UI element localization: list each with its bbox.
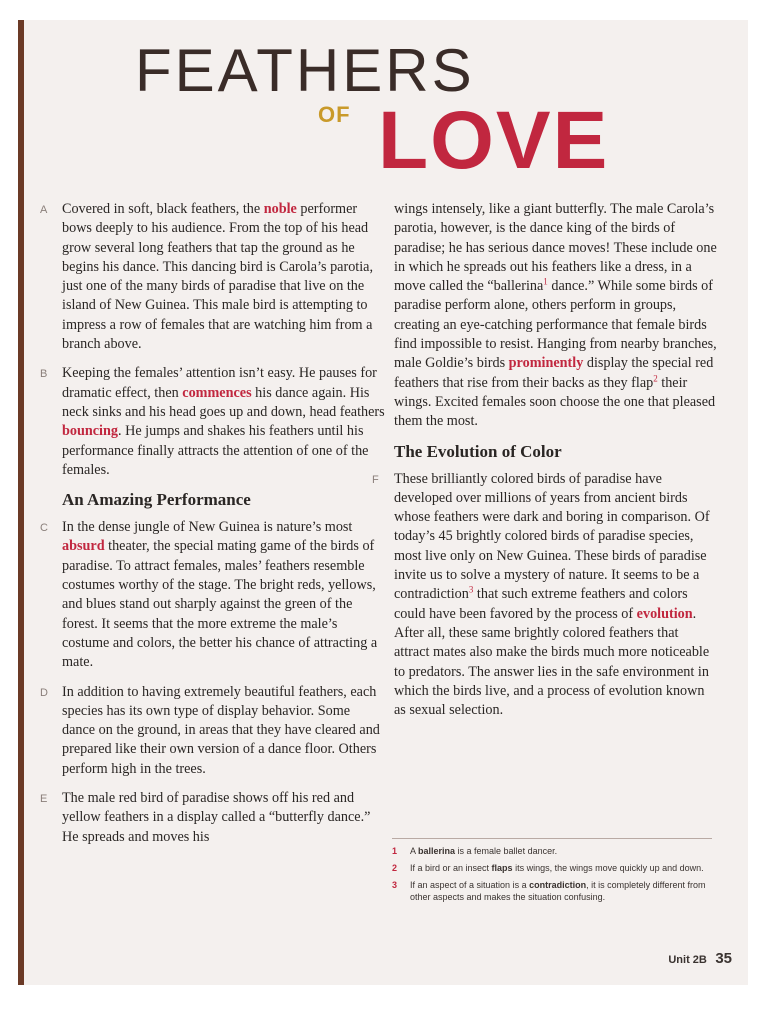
text-run: that such extreme feathers and colors could have been favored by the process of — [394, 586, 688, 622]
section-heading: An Amazing Performance — [62, 490, 251, 510]
text-run: If an aspect of a situation is a — [410, 880, 530, 890]
paragraph-label: B — [40, 368, 48, 381]
paragraph — [40, 200, 385, 354]
text-run: . After all, these same brightly colored feathers that attract mates also make the birds much more noticeable to predators. The answer lies in the safe environment in which the birds live, and a process of evolution known as sexual selection. — [394, 605, 710, 719]
footnote-number: 1 — [392, 846, 398, 856]
footnote-ref: 1 — [543, 276, 548, 287]
footnote — [392, 862, 712, 874]
paragraph — [40, 518, 385, 672]
footnote-term: contradiction — [529, 880, 587, 890]
text-run: . He jumps and shakes his feathers until his performance finally attracts the attention of one of the females. — [62, 423, 369, 478]
paragraph — [40, 364, 385, 480]
text-run: dance.” While some birds of paradise perform alone, others perform in groups, creating an eye-catching performance that female birds find impossible to resist. Hanging from nearby branches, male Goldie’s birds — [394, 278, 717, 372]
text-run: , it is completely different from other aspects and makes the situation confusing. — [410, 880, 706, 902]
text-run: display the special red feathers that rise from their backs as they flap — [394, 355, 714, 391]
paragraph-label: F — [372, 473, 379, 486]
text-run: his dance again. His neck sinks and his head goes up and down, head feathers — [62, 384, 385, 420]
section-heading: The Evolution of Color — [394, 441, 562, 461]
vocabulary-word: evolution — [636, 605, 693, 622]
paragraph — [372, 200, 717, 432]
vocabulary-word: bouncing — [62, 423, 118, 440]
text-run: Keeping the females’ attention isn’t easy. He pauses for dramatic effect, then — [62, 365, 377, 401]
paragraph-label: D — [40, 686, 48, 699]
footnote-ref: 2 — [653, 372, 658, 383]
title-feathers: FEATHERS — [135, 37, 475, 104]
text-run: is a female ballet dancer. — [455, 846, 558, 856]
vocabulary-word: commences — [182, 384, 252, 401]
page-footer — [668, 950, 732, 968]
footnote-term: flaps — [491, 863, 513, 873]
text-run: In the dense jungle of New Guinea is nature’s most — [62, 519, 353, 536]
vocabulary-word: prominently — [508, 355, 584, 372]
vocabulary-word: absurd — [62, 538, 105, 555]
text-run: performer bows deeply to his audience. From the top of his head grow several long feathers that tap the ground as he begins his dance. This dancing bird is Carola’s parotia, just one of the many birds of paradise that live on the island of New Guinea. This male bird is attempting to impress a row of females that are watching him from a branch above. — [62, 201, 374, 353]
text-run: their wings. Excited females soon choose the one that pleased them the most. — [394, 374, 716, 430]
footnote-term: ballerina — [418, 846, 456, 856]
title-of: OF — [318, 102, 351, 127]
text-run: A — [410, 846, 419, 856]
unit-label: Unit 2B — [668, 954, 707, 966]
paragraph — [40, 683, 385, 779]
text-run: theater, the special mating game of the birds of paradise. To attract females, males’ feathers resemble costumes worthy of the stage. The bright reds, yellows, and blues stand out sharply against the green of the forest. It seems that the more extreme the male’s costume and colors, the better his chance of attracting a mate. — [62, 538, 378, 671]
text-run: wings intensely, like a giant butterfly. The male Carola’s parotia, however, is the dance king of the birds of paradise; he has serious dance moves! These include one in which he spreads out his feathers like a dress, in a move called the “ballerina — [394, 201, 717, 295]
footnote — [392, 845, 712, 857]
left-column — [40, 200, 385, 857]
vocabulary-word: noble — [263, 201, 297, 217]
footnote-number: 3 — [392, 880, 398, 890]
paragraph-label: E — [40, 793, 48, 806]
text-run: In addition to having extremely beautiful feathers, each species has its own type of display behavior. Some dance on the ground, in areas that they have cleared and prepared like their own version of a dance floor. Others perform high in the trees. — [62, 683, 380, 777]
paragraph-label: A — [40, 204, 48, 216]
footnote — [392, 879, 712, 903]
text-run: If a bird or an insect — [410, 863, 492, 873]
paragraph — [372, 470, 717, 721]
footnotes — [392, 838, 712, 908]
page-number: 35 — [715, 950, 732, 967]
page-spine-edge — [18, 20, 24, 985]
title-love: LOVE — [378, 95, 610, 186]
paragraph-label: C — [40, 522, 48, 535]
right-column — [372, 200, 717, 730]
text-run: These brilliantly colored birds of paradise have developed over millions of years from ancient birds whose feathers were dark and boring in comparison. Of today’s 45 brightly colored birds of paradise species, most live only on New Guinea. These birds of paradise invite us to solve a mystery of nature. It seems to be a contradiction — [394, 470, 710, 603]
footnote-ref: 3 — [468, 584, 474, 595]
paragraph — [40, 789, 385, 847]
footnote-number: 2 — [392, 863, 398, 873]
text-run: its wings, the wings move quickly up and down. — [512, 863, 704, 873]
text-run: The male red bird of paradise shows off his red and yellow feathers in a display called a “butterfly dance.” He spreads and moves his — [62, 790, 371, 845]
text-run: Covered in soft, black feathers, the — [62, 201, 264, 217]
